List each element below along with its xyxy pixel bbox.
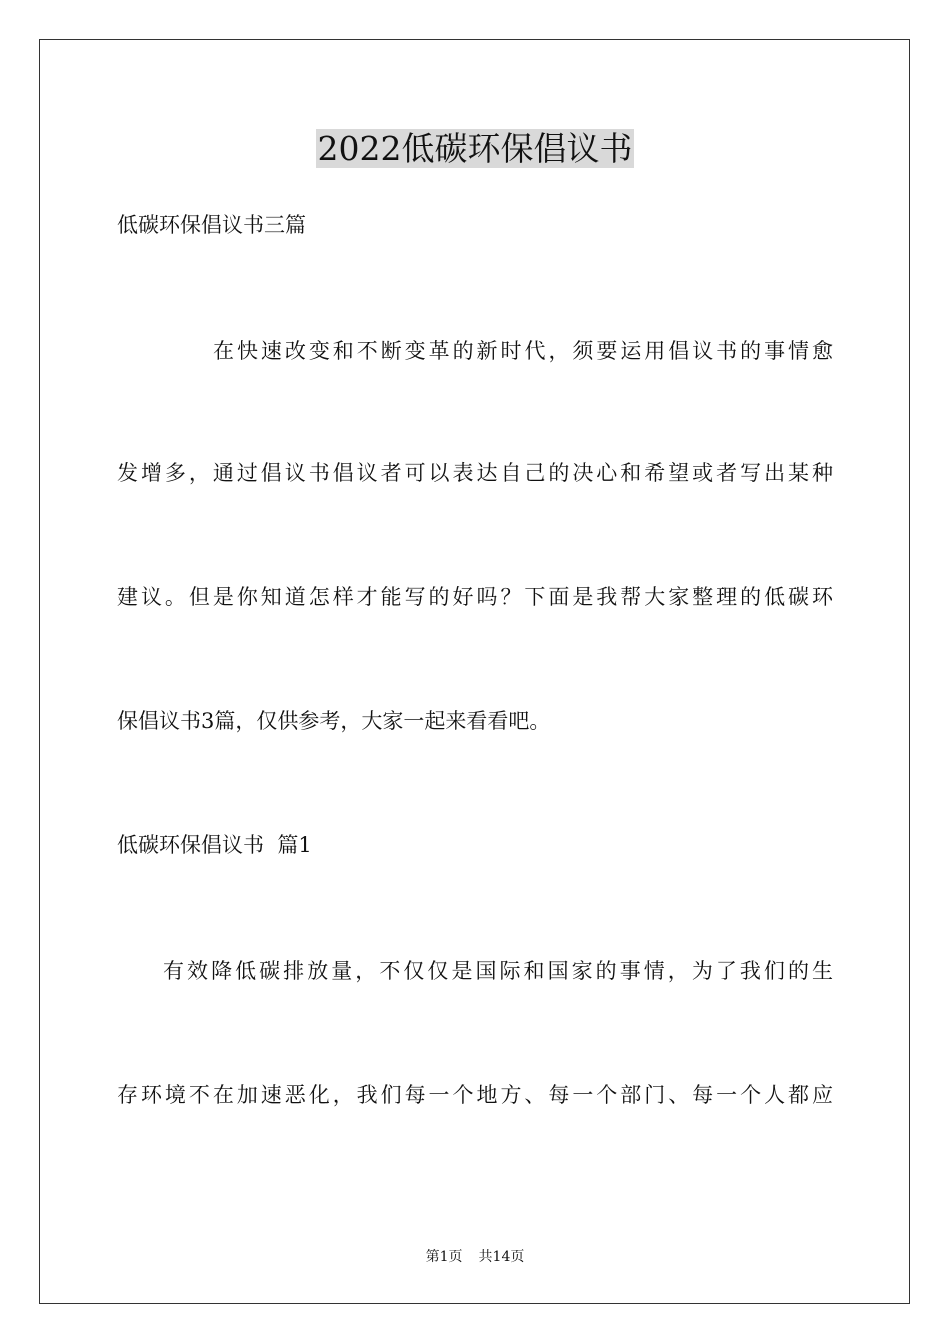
page-number-current: 第1页 (425, 1249, 463, 1265)
intro-line-2: 发增多，通过倡议书倡议者可以表达自己的决心和希望或者写出某种 (117, 461, 833, 485)
page-footer (0, 1247, 950, 1267)
section-line-1: 有效降低碳排放量，不仅仅是国际和国家的事情，为了我们的生 (163, 959, 833, 983)
intro-line-3: 建议。但是你知道怎样才能写的好吗？下面是我帮大家整理的低碳环 (117, 585, 833, 609)
page-number-total: 共14页 (478, 1249, 525, 1265)
intro-line-4: 保倡议书3篇，仅供参考，大家一起来看看吧。 (117, 709, 551, 733)
document-title (0, 127, 950, 171)
document-subtitle: 低碳环保倡议书三篇 (117, 213, 306, 237)
section-heading: 低碳环保倡议书 篇1 (117, 833, 312, 857)
intro-line-1: 在快速改变和不断变革的新时代，须要运用倡议书的事情愈 (213, 339, 833, 363)
document-title-text: 2022低碳环保倡议书 (317, 129, 633, 168)
section-line-2: 存环境不在加速恶化，我们每一个地方、每一个部门、每一个人都应 (117, 1083, 833, 1107)
